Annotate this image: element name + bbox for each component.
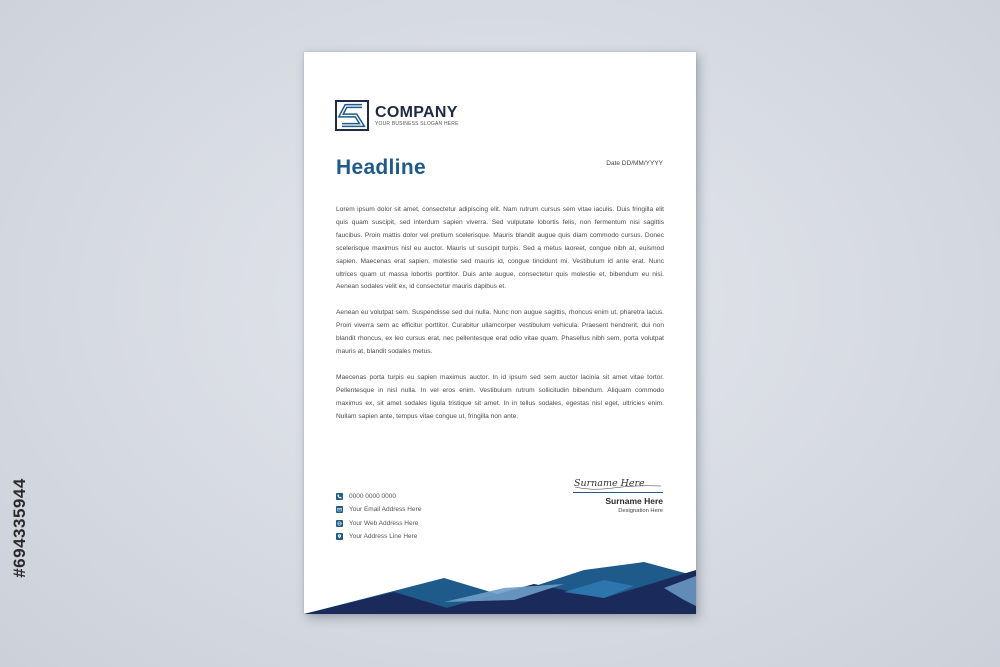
date: Date DD/MM/YYYY (606, 160, 663, 167)
contact-web-text: Your Web Address Here (349, 519, 419, 527)
svg-text:Surname Here: Surname Here (574, 478, 645, 489)
logo-mark-icon (335, 100, 369, 131)
letterhead-page (304, 52, 696, 614)
contact-list (336, 490, 421, 543)
signature-script (573, 470, 663, 492)
signature-block (573, 470, 663, 516)
body-paragraph: Maecenas porta turpis eu sapien maximus auctor. In id ipsum sed sem auctor lacinia sit amet vitae tortor. Pellentesque in nisl nulla. In vel eros enim. Vestibulum rutrum sollicitudin bibendum. Aliquam commodo maximus ex, sit amet sodales ligula tristique sit amet. In in tellus sodales, egestas nisl eget, ultricies enim. Nullam sapien ante, tempus vitae congue ut, fringilla non ante. (336, 373, 664, 420)
contact-web (336, 517, 421, 530)
company-slogan: YOUR BUSINESS SLOGAN HERE (375, 120, 459, 127)
company-logo (335, 100, 459, 131)
contact-address-text: Your Address Line Here (349, 533, 418, 541)
body-paragraph: Lorem ipsum dolor sit amet, consectetur adipiscing elit. Nam rutrum cursus sem vitae iaculis. Duis fringilla elit quis quam suscipit, sed interdum sapien viverra. Sed vulputate lobortis felis, non fermentum nisi sagittis faucibus. Proin mattis dolor vel pretium scelerisque. Mauris blandit augue quis diam commodo cursus. Donec scelerisque maximus nisl eu auctor. Mauris ut suscipit turpis. Sed a metus laoreet, congue nibh at, euismod sapien. Maecenas erat sapien, molestie sed mauris id, congue tincidunt mi. Vestibulum id ante erat. Nunc ultrices quam ut massa lobortis porttitor. Duis ante augue, consectetur quis molestie et, bibendum eu nisi. Aenean sodales velit ex, id consectetur mauris dapibus et. (336, 206, 664, 291)
company-name: COMPANY (375, 103, 458, 121)
signature-line (573, 492, 663, 493)
body-paragraph: Aenean eu volutpat sem. Suspendisse sed dui nulla. Nunc non augue sagittis, rhoncus enim ut, pharetra lacus. Proin viverra sem ac efficitur porttitor. Curabitur ullamcorper vestibulum vehicula. Praesent hendrerit, dui non blandit rhoncus, ex leo cursus erat, nec pellentesque erat odio vitae quam. Phasellus nibh sem, porta volutpat mauris at, blandit sodales metus. (336, 309, 664, 356)
signatory-name: Surname Here (605, 496, 663, 506)
contact-phone (336, 490, 421, 503)
footer-decoration (304, 562, 696, 614)
headline: Headline (336, 156, 426, 179)
email-icon (336, 506, 343, 513)
contact-email (336, 503, 421, 516)
contact-phone-text: 0000 0000 0000 (349, 493, 396, 501)
contact-email-text: Your Email Address Here (349, 506, 422, 514)
contact-address (336, 530, 421, 543)
stock-id (8, 425, 32, 630)
letter-body (336, 204, 664, 437)
location-icon (336, 533, 343, 540)
stock-id-text: #694335944 (10, 477, 30, 578)
web-icon (336, 520, 343, 527)
phone-icon (336, 493, 343, 500)
signatory-designation: Designation Here (618, 508, 663, 514)
